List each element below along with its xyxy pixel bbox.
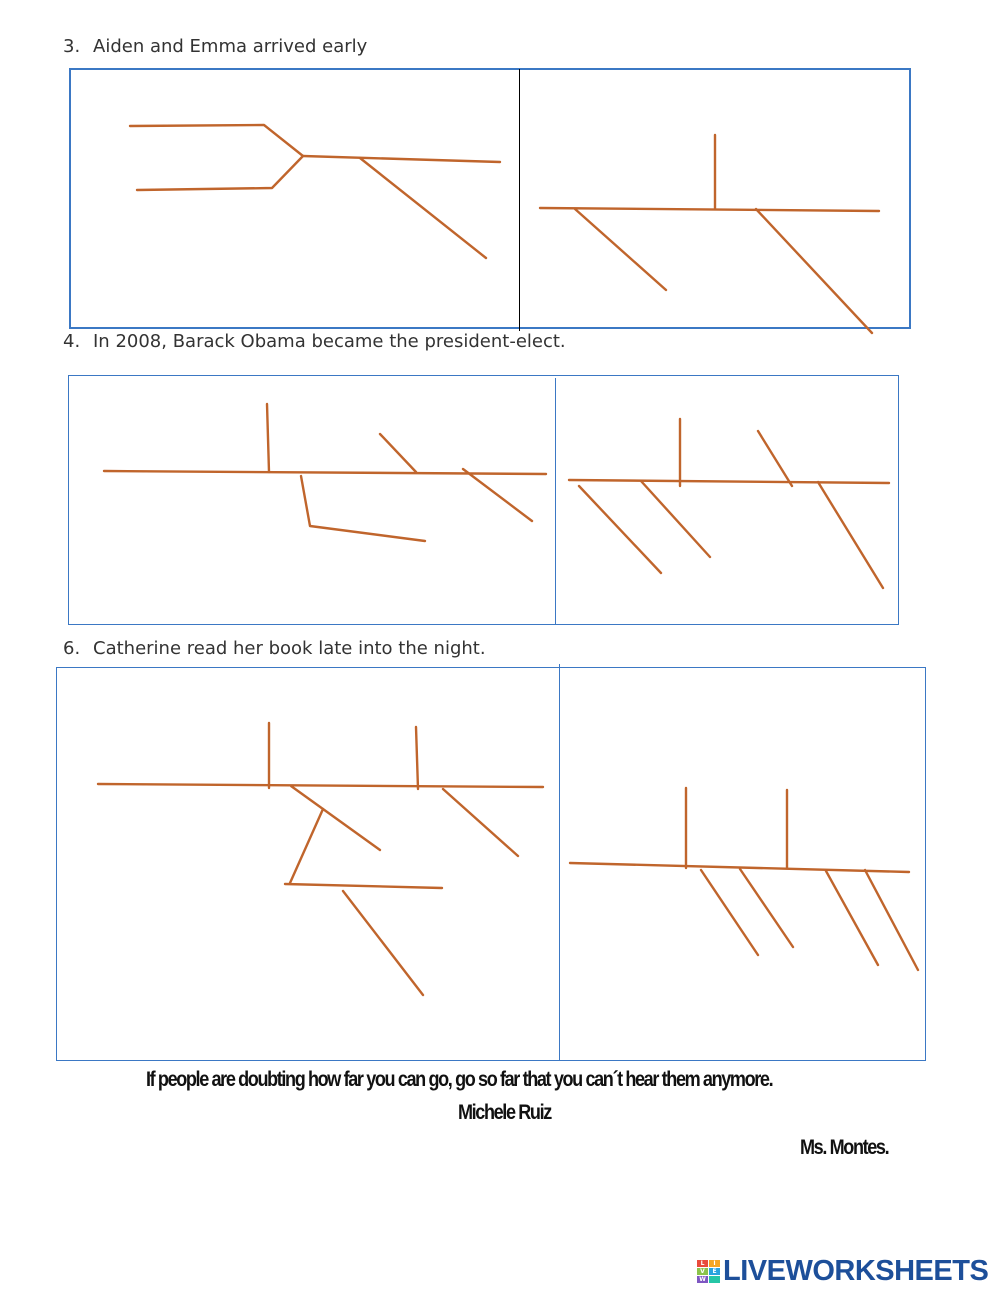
divider-line [416,727,418,789]
modifier-line [641,481,710,557]
signature: Ms. Montes. [800,1136,889,1159]
compound-subject-branch [130,125,303,190]
modifier-line [756,209,872,333]
question-text: Aiden and Emma arrived early [93,36,368,57]
baseline [570,863,909,872]
modifier-line [291,786,380,850]
question-text: In 2008, Barack Obama became the president-elect. [93,331,566,352]
baseline [569,480,889,483]
question-text: Catherine read her book late into the night. [93,638,486,659]
modifier-line [826,871,878,965]
baseline [98,784,543,787]
question-number: 4. [63,331,81,352]
baseline [303,156,500,162]
divider-line [267,404,269,472]
modifier-line [343,891,423,995]
quote-text: If people are doubting how far you can go, go so far that you can´t hear them anymore. [146,1068,773,1091]
modifier-line [579,486,661,573]
logo-mark-icon: L I V E W [697,1260,720,1283]
modifier-line [740,869,793,947]
phrase-branch [301,476,425,541]
modifier-line [443,789,518,856]
question-number: 6. [63,638,81,659]
divider-line [380,434,416,472]
baseline [104,471,546,474]
question-number: 3. [63,36,81,57]
divider-line [758,431,792,486]
sub-baseline [285,884,442,888]
logo-text: LIVEWORKSHEETS [723,1254,989,1287]
phrase-branch [290,809,323,883]
modifier-line [360,158,486,258]
modifier-line [575,209,666,290]
liveworksheets-logo [697,1255,988,1287]
modifier-line [463,469,532,521]
baseline [540,208,879,211]
quote-author: Michele Ruiz [458,1101,551,1124]
modifier-line [818,482,883,588]
